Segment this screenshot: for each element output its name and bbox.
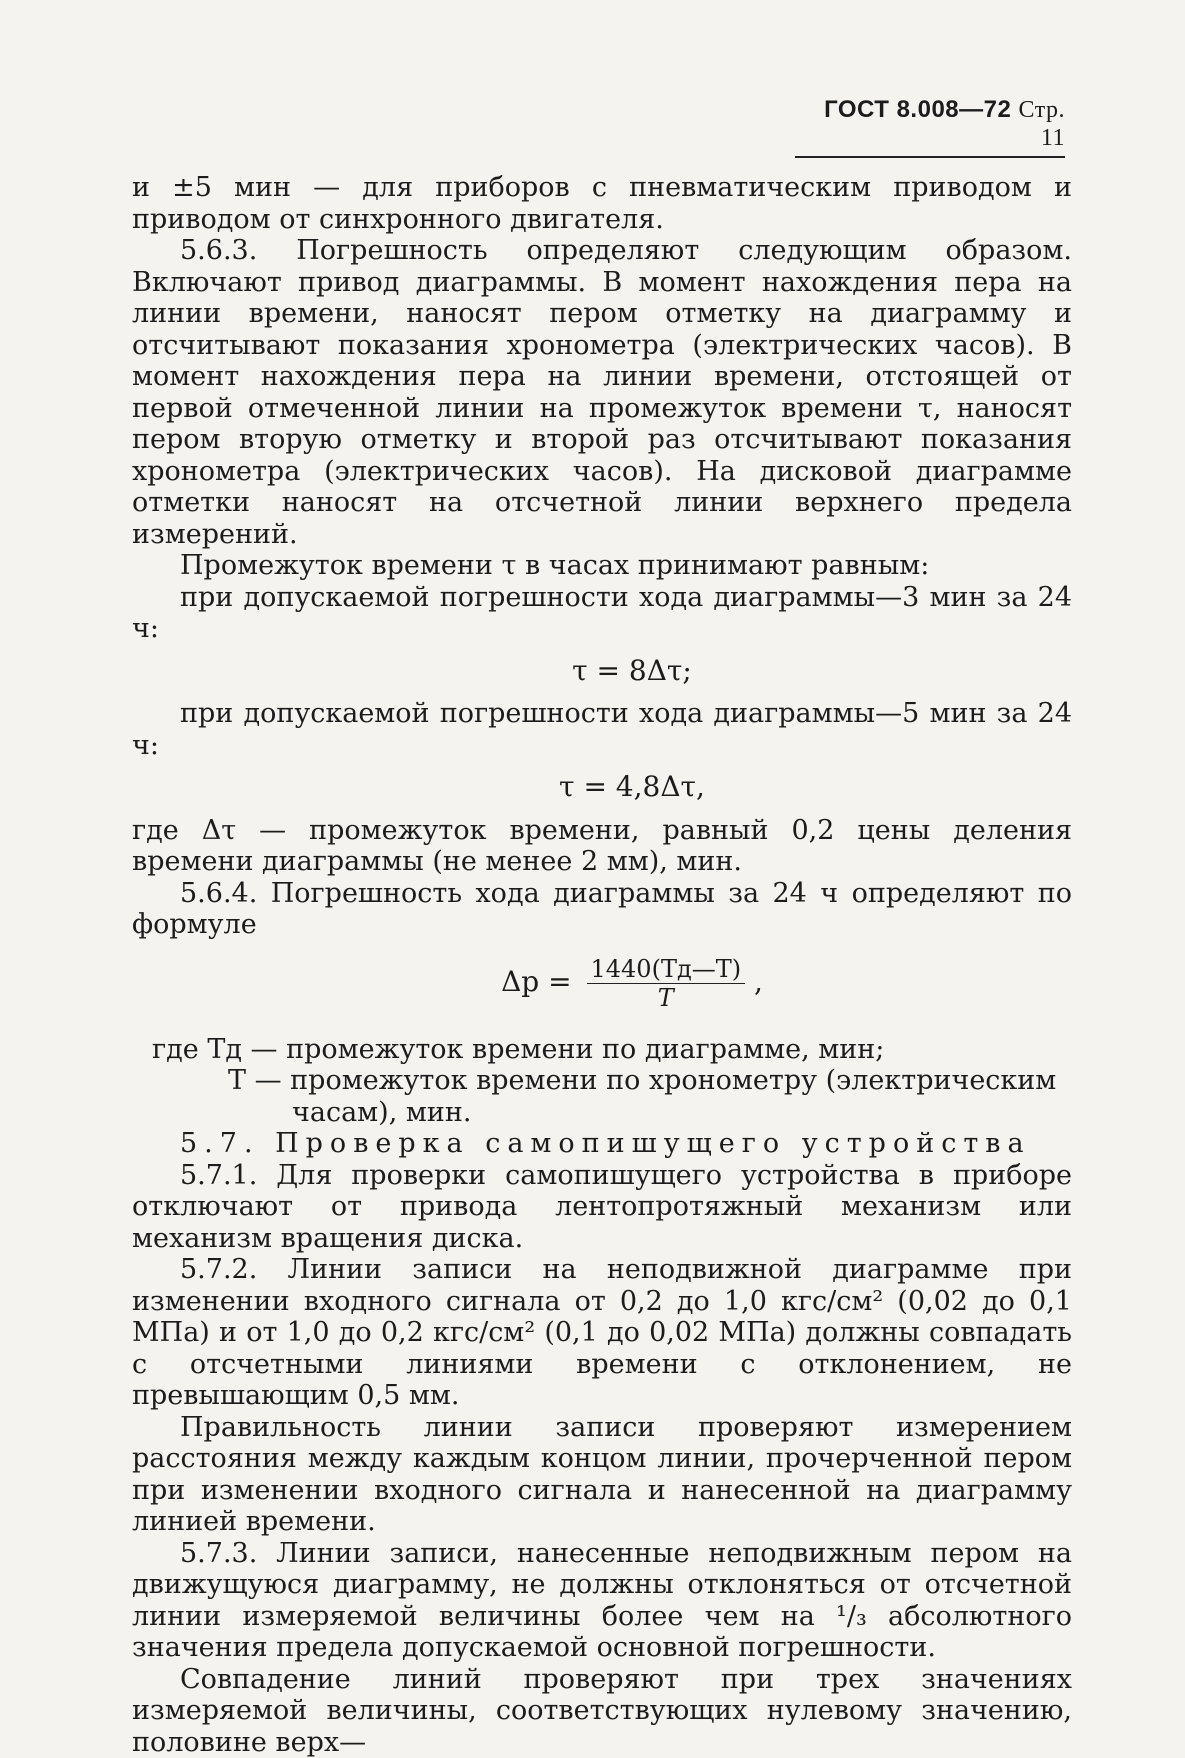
paragraph: Промежуток времени τ в часах принимают равным: [132, 550, 1072, 582]
paragraph-5-7-2: 5.7.2. Линии записи на неподвижной диаграмме при изменении входного сигнала от 0,2 до 1,0 кгс/см² (0,02 до 0,1 МПа) и от 1,0 до 0,2 кгс/см² (0,1 до 0,02 МПа) должны совпадать с отсчетными линиями времени с отклонением, не превышающим 0,5 мм. [132, 1254, 1072, 1412]
paragraph: Совпадение линий проверяют при трех значениях измеряемой величины, соответствующих нулевому значению, половине верх— [132, 1664, 1072, 1758]
formula-tau-1: τ = 8Δτ; [132, 655, 1072, 687]
formula-tail: , [754, 965, 763, 998]
section-heading: 5.7. Проверка самопишущего устройства [132, 1128, 1072, 1160]
paragraph-5-6-4: 5.6.4. Погрешность хода диаграммы за 24 ч определяют по формуле [132, 878, 1072, 941]
standard-number: ГОСТ 8.008—72 [824, 96, 1011, 123]
paragraph: при допускаемой погрешности хода диаграммы—5 мин за 24 ч: [132, 698, 1072, 761]
paragraph-5-6-3: 5.6.3. Погрешность определяют следующим образом. Включают привод диаграммы. В момент нахождения пера на линии времени, наносят пером отметку на диаграмму и отсчитывают показания хронометра (электрических часов). В момент нахождения пера на линии времени, отстоящей от первой отмеченной линии на промежуток времени τ, наносят пером вторую отметку и второй раз отсчитывают показания хронометра (электрических часов). На дисковой диаграмме отметки наносят на отсчетной линии верхнего предела измерений. [132, 235, 1072, 550]
document-body [132, 172, 1072, 1758]
formula-tau-2: τ = 4,8Δτ, [132, 771, 1072, 803]
paragraph-5-7-1: 5.7.1. Для проверки самопишущего устройства в приборе отключают от привода лентопротяжный механизм или механизм вращения диска. [132, 1160, 1072, 1255]
paragraph: где Δτ — промежуток времени, равный 0,2 цены деления времени диаграммы (не менее 2 мм), мин. [132, 815, 1072, 878]
formula-fraction [587, 955, 746, 1012]
where-line-2: T — промежуток времени по хронометру (электрическим [132, 1065, 1072, 1097]
where-line-1: где Tд — промежуток времени по диаграмме, мин; [132, 1034, 1072, 1066]
paragraph: и ±5 мин — для приборов с пневматическим приводом и приводом от синхронного двигателя. [132, 172, 1072, 235]
page-number: Стр. 11 [1019, 97, 1065, 151]
formula-delta-p [132, 955, 1072, 1012]
paragraph-5-7-3: 5.7.3. Линии записи, нанесенные неподвижным пером на движущуюся диаграмму, не должны отклоняться от отсчетной линии измеряемой величины более чем на ¹/₃ абсолютного значения предела допускаемой основной погрешности. [132, 1538, 1072, 1664]
formula-lhs: Δр = [501, 965, 572, 998]
paragraph: при допускаемой погрешности хода диаграммы—3 мин за 24 ч: [132, 582, 1072, 645]
formula-numerator: 1440(Tд—T) [587, 955, 746, 984]
where-line-3: часам), мин. [132, 1097, 1072, 1129]
paragraph: Правильность линии записи проверяют измерением расстояния между каждым концом линии, прочерченной пером при изменении входного сигнала и нанесенной на диаграмму линией времени. [132, 1412, 1072, 1538]
page-header [795, 96, 1065, 158]
formula-denominator: T [587, 984, 746, 1012]
